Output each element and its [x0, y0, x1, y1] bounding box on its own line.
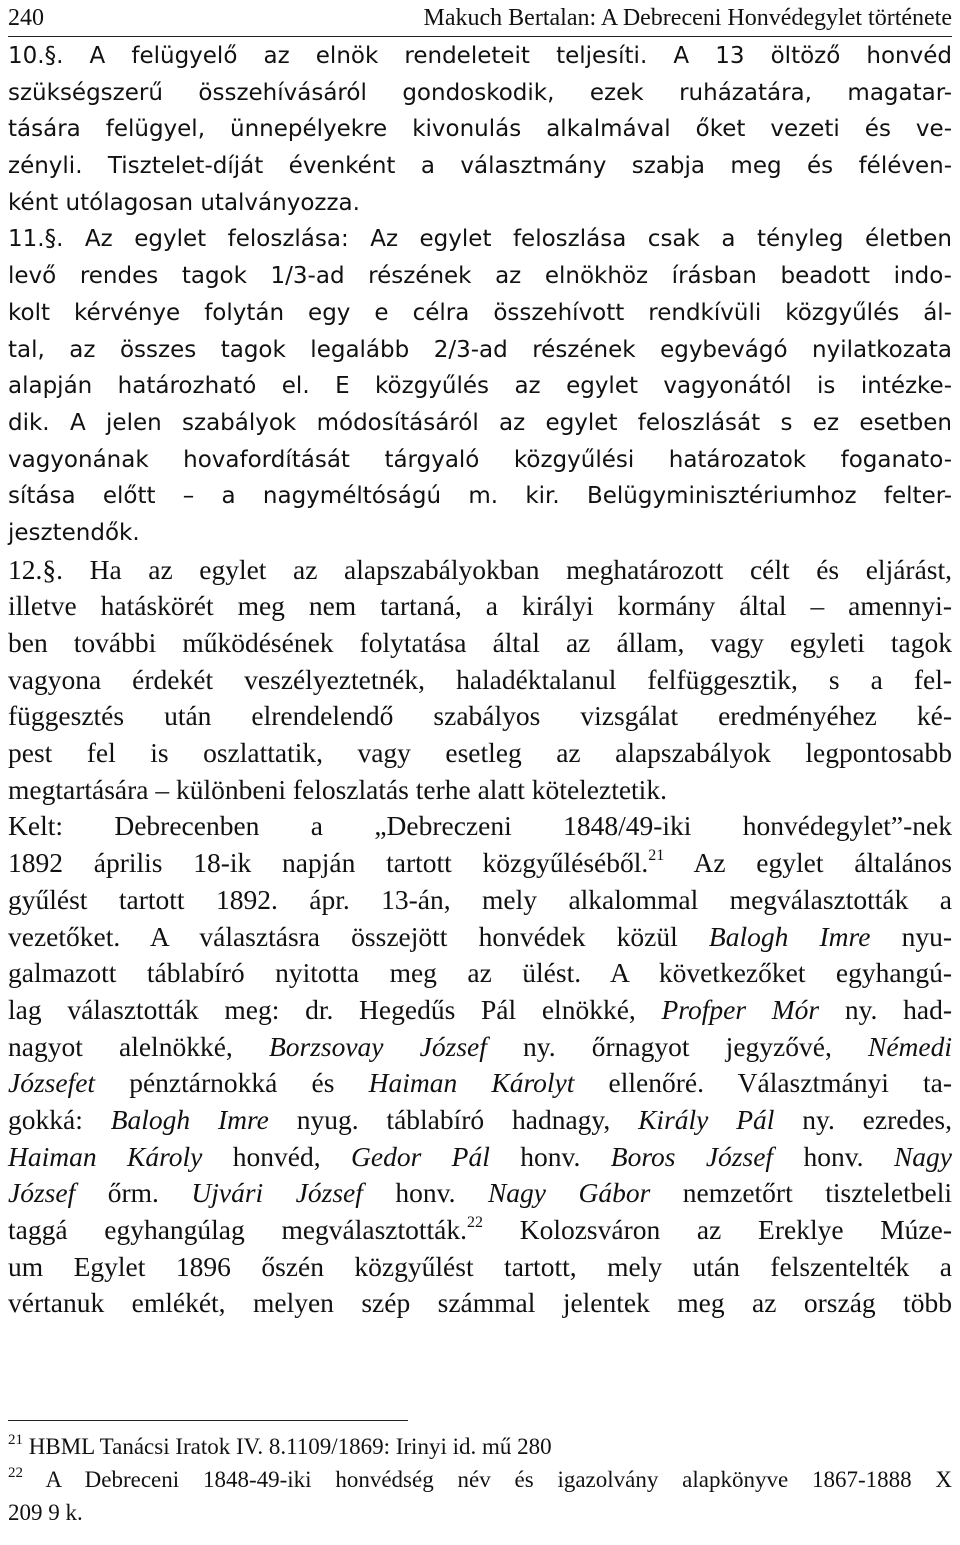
text-line: Haiman Károly honvéd, Gedor Pál honv. Boros József honv. Nagy — [8, 1140, 953, 1172]
section-10-paragraph — [8, 38, 952, 221]
footnote-21: $^{21}$ HBML Tanácsi Iratok IV. 8.1109/1869: Irinyi id. mű 280 — [8, 1432, 552, 1459]
person-name: Profper Mór — [661, 993, 820, 1025]
page-body — [8, 38, 952, 1322]
person-name: Haiman Károly — [8, 1140, 203, 1172]
text-line: ben további működésének folytatása által az állam, vagy egyleti tagok — [8, 627, 952, 658]
text-line: függesztés után elrendelendő szabályos vizsgálat eredményéhez ké- — [8, 700, 952, 732]
footnote-number: 22 — [8, 1465, 23, 1481]
section-11-paragraph — [8, 221, 952, 551]
text-line: illetve hatáskörét meg nem tartaná, a királyi kormány által – amennyi- — [8, 590, 952, 622]
text-line: tal, az összes tagok legalább 2/3-ad részének egybevágó nyilatkozata — [8, 336, 952, 363]
footnote-22: $^{22}$ A Debreceni 1848-49-iki honvédség név és igazolvány alapkönyve 1867-1888 X — [8, 1465, 953, 1492]
text-line: vértanuk emlékét, melyen szép számmal jelentek meg az ország több — [8, 1287, 952, 1319]
page-header — [8, 0, 952, 37]
person-name: Nagy Gábor — [487, 1177, 651, 1209]
person-name: Józsefet — [8, 1067, 96, 1099]
text-line: megtartására – különbeni feloszlatás terhe alatt köteleztetik. — [8, 773, 667, 805]
person-name: Nagy — [893, 1140, 953, 1172]
person-name: Borzsovay József — [268, 1030, 487, 1062]
text-line: tására felügyel, ünnepélyekre kivonulás alkalmával őket vezeti és ve- — [8, 116, 952, 143]
person-name: Boros József — [610, 1140, 774, 1172]
text-line: Józsefet pénztárnokká és Haiman Károlyt ellenőré. Választmányi ta- — [8, 1067, 953, 1099]
person-name: Ujvári József — [191, 1177, 363, 1209]
person-name: Király Pál — [638, 1103, 775, 1135]
running-title: Makuch Bertalan: A Debreceni Honvédegylet története — [423, 5, 952, 31]
text-line: vagyona érdekét veszélyeztetnék, haladéktalanul felfüggesztik, s a fel- — [8, 663, 952, 695]
person-name: József — [8, 1177, 76, 1209]
footnote-ref-21: 21 — [648, 847, 665, 865]
footnotes — [8, 1430, 952, 1529]
text-line: dik. A jelen szabályok módosításáról az egylet feloszlását s ez esetben — [8, 409, 952, 436]
text-line: szükségszerű összehívásáról gondoskodik, ezek ruházatára, magatar- — [8, 79, 952, 106]
text-line: levő rendes tagok 1/3-ad részének az elnökhöz írásban beadott indo- — [8, 263, 952, 290]
text-line: 1892 április 18-ik napján tartott közgyűléséből.$^{21}$ Az egylet általános — [8, 847, 952, 879]
text-line: kolt kérvénye folytán egy e célra összehívott rendkívüli közgyűlés ál- — [8, 299, 952, 326]
footnote-number: 21 — [8, 1432, 23, 1448]
person-name: Némedi — [867, 1030, 952, 1062]
text-line: 11.§. Az egylet feloszlása: Az egylet feloszlása csak a tényleg életben — [8, 226, 952, 253]
person-name: Gedor Pál — [351, 1140, 490, 1172]
text-line: alapján határozható el. E közgyűlés az egylet vagyonától is intézke- — [8, 373, 952, 400]
text-line: gokká: Balogh Imre nyug. táblabíró hadnagy, Király Pál ny. ezredes, — [8, 1103, 952, 1135]
text-line: zényli. Tisztelet-díját évenként a választmány szabja meg és féléven- — [8, 153, 952, 180]
text-line: Kelt: Debrecenben a „Debreczeni 1848/49-iki honvédegylet”-nek — [8, 810, 952, 842]
text-line: um Egylet 1896 őszén közgyűlést tartott, mely után felszentelték a — [8, 1250, 952, 1282]
person-name: Haiman Károlyt — [368, 1067, 575, 1099]
page-number: 240 — [8, 5, 44, 31]
footnote-ref-22: 22 — [467, 1214, 484, 1231]
text-line: sítása előtt – a nagyméltóságú m. kir. Belügyminisztériumhoz felter- — [8, 483, 952, 510]
text-line: ként utólagosan utalványozza. — [8, 189, 360, 216]
section-12-paragraph — [8, 552, 952, 809]
text-line: taggá egyhangúlag megválasztották.$^{22}$ Kolozsváron az Ereklye Múze- — [8, 1214, 952, 1245]
text-line: lag választották meg: dr. Hegedűs Pál elnökké, Profper Mór ny. had- — [8, 993, 952, 1025]
person-name: Balogh Imre — [110, 1103, 269, 1135]
text-line: 10.§. A felügyelő az elnök rendeleteit teljesíti. A 13 öltöző honvéd — [8, 43, 952, 69]
text-line: pest fel is oszlattatik, vagy esetleg az alapszabályok legpontosabb — [8, 737, 952, 769]
text-line: József őrm. Ujvári József honv. Nagy Gábor nemzetőrt tiszteletbeli — [8, 1177, 952, 1209]
text-line: gyűlést tartott 1892. ápr. 13-án, mely alkalommal megválasztották a — [8, 883, 952, 915]
text-line: vezetőket. A választásra összejött honvédek közül Balogh Imre nyu- — [8, 920, 952, 952]
text-line: vagyonának hovafordítását tárgyaló közgyűlési határozatok foganato- — [8, 446, 952, 473]
narrative-paragraph — [8, 808, 952, 1322]
footnote-separator — [8, 1420, 408, 1421]
text-line: jesztendők. — [8, 519, 140, 546]
text-line: galmazott táblabíró nyitotta meg az ülést. A következőket egyhangú- — [8, 957, 952, 989]
text-line: nagyot alelnökké, Borzsovay József ny. őrnagyot jegyzővé, Némedi — [8, 1030, 952, 1062]
footnote-22-continuation: 209 9 k. — [8, 1500, 83, 1525]
person-name: Balogh Imre — [708, 920, 871, 952]
text-line: 12.§. Ha az egylet az alapszabályokban meghatározott célt és eljárást, — [8, 553, 952, 585]
